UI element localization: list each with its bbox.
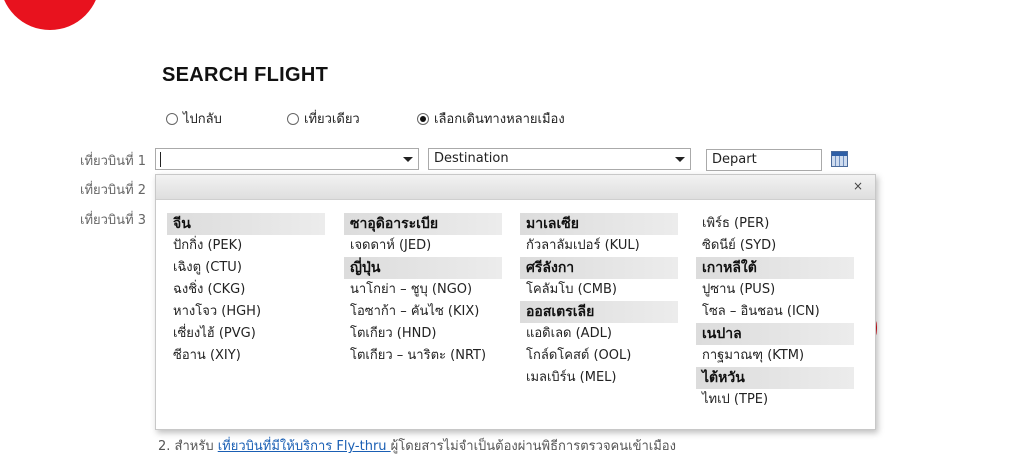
trip-type-oneway[interactable] xyxy=(287,108,360,129)
radio-roundtrip[interactable] xyxy=(166,113,178,125)
country-header: ซาอุดิอาระเบีย xyxy=(344,213,502,235)
city-option[interactable]: ซีอาน (XIY) xyxy=(173,348,241,363)
note-2-suffix: ผู้โดยสารไม่จำเป็นต้องผ่านพิธีการตรวจคนเข้าเมือง xyxy=(390,439,676,454)
city-column-2 xyxy=(344,213,502,367)
country-header: ออสเตรเลีย xyxy=(520,301,678,323)
country-header: ไต้หวัน xyxy=(696,367,854,389)
city-option[interactable]: เซี่ยงไฮ้ (PVG) xyxy=(173,326,256,341)
city-option[interactable]: เพิร์ธ (PER) xyxy=(702,216,770,231)
city-column-4 xyxy=(696,213,854,411)
trip-type-multicity[interactable] xyxy=(417,108,565,129)
calendar-icon[interactable] xyxy=(831,151,848,167)
city-option[interactable]: โคลัมโบ (CMB) xyxy=(526,282,617,297)
city-option[interactable]: ไทเป (TPE) xyxy=(702,392,769,407)
fly-thru-link[interactable]: เที่ยวบินที่มีให้บริการ Fly-thru xyxy=(217,439,391,454)
city-option[interactable]: ปักกิ่ง (PEK) xyxy=(173,238,243,253)
note-2-prefix: 2. สำหรับ xyxy=(158,439,218,454)
country-header: เนปาล xyxy=(696,323,854,345)
country-header: จีน xyxy=(167,213,325,235)
depart-date-field[interactable] xyxy=(706,149,822,171)
city-option[interactable]: แอดิเลด (ADL) xyxy=(526,326,612,341)
city-option[interactable]: หางโจว (HGH) xyxy=(173,304,262,319)
city-option[interactable]: โตเกียว (HND) xyxy=(350,326,437,341)
country-header: ญี่ปุ่น xyxy=(344,257,502,279)
country-header: มาเลเซีย xyxy=(520,213,678,235)
flight-2-label: เที่ยวบินที่ 2 xyxy=(80,183,147,198)
trip-type-multicity-label: เลือกเดินทางหลายเมือง xyxy=(434,112,565,127)
radio-oneway[interactable] xyxy=(287,113,299,125)
city-option[interactable]: โซล – อินชอน (ICN) xyxy=(702,304,820,319)
trip-type-roundtrip-label: ไปกลับ xyxy=(183,112,222,127)
brand-logo xyxy=(0,0,100,30)
city-column-1 xyxy=(167,213,325,367)
origin-field[interactable] xyxy=(155,148,419,170)
city-option[interactable]: ฉงชิ่ง (CKG) xyxy=(173,282,246,297)
destination-field[interactable] xyxy=(428,148,691,170)
depart-placeholder: Depart xyxy=(712,152,757,167)
chevron-down-icon[interactable] xyxy=(398,149,418,169)
trip-type-roundtrip[interactable] xyxy=(166,108,222,129)
radio-multicity[interactable] xyxy=(417,113,429,125)
city-option[interactable]: เฉิงตู (CTU) xyxy=(173,260,242,275)
flight-3-label: เที่ยวบินที่ 3 xyxy=(80,213,147,228)
city-option[interactable]: กาฐมาณฑุ (KTM) xyxy=(702,348,805,363)
city-option[interactable]: ปูซาน (PUS) xyxy=(702,282,776,297)
city-option[interactable]: โอซาก้า – คันไซ (KIX) xyxy=(350,304,480,319)
city-option[interactable]: ซิดนีย์ (SYD) xyxy=(702,238,777,253)
note-2 xyxy=(158,435,676,456)
close-icon[interactable]: × xyxy=(852,179,863,193)
city-column-3 xyxy=(520,213,678,389)
city-option[interactable]: เมลเบิร์น (MEL) xyxy=(526,370,617,385)
trip-type-oneway-label: เที่ยวเดียว xyxy=(304,112,360,127)
city-option[interactable]: เจดดาห์ (JED) xyxy=(350,238,432,253)
city-option[interactable]: โตเกียว – นาริตะ (NRT) xyxy=(350,348,487,363)
country-header: เกาหลีใต้ xyxy=(696,257,854,279)
page-title: SEARCH FLIGHT xyxy=(162,64,329,86)
city-picker-popup xyxy=(155,174,876,430)
destination-placeholder: Destination xyxy=(434,151,509,166)
text-caret xyxy=(160,152,161,167)
city-option[interactable]: นาโกย่า – ชูบุ (NGO) xyxy=(350,282,473,297)
flight-1-label: เที่ยวบินที่ 1 xyxy=(80,154,147,169)
popup-header xyxy=(156,175,875,200)
city-option[interactable]: โกล์ดโคสต์ (OOL) xyxy=(526,348,632,363)
country-header: ศรีลังกา xyxy=(520,257,678,279)
chevron-down-icon[interactable] xyxy=(670,149,690,169)
city-option[interactable]: กัวลาลัมเปอร์ (KUL) xyxy=(526,238,640,253)
